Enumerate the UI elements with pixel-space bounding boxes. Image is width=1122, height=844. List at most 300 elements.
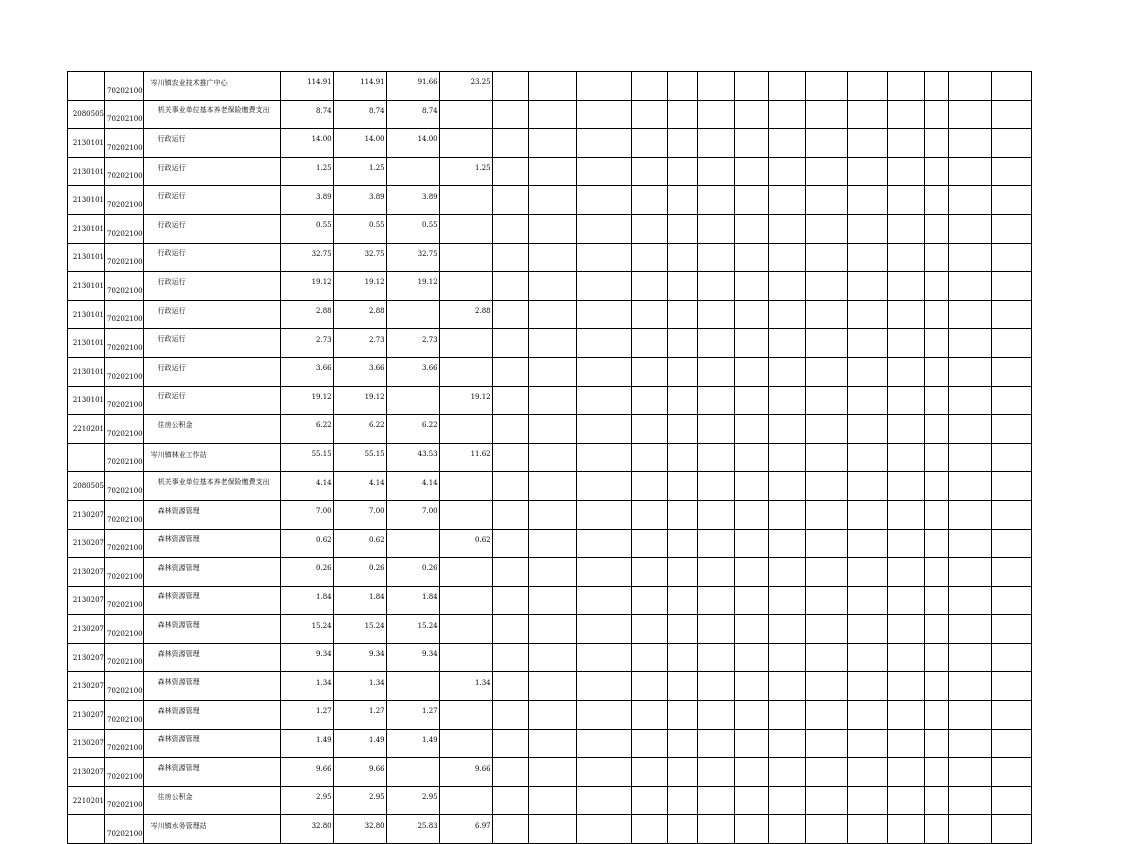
basic-expenditure-cell-text: 8.74	[422, 106, 438, 115]
empty-cell	[805, 329, 847, 358]
project-expenditure-cell-text: 23.25	[470, 78, 491, 87]
unit-code-cell: 70202100	[105, 701, 144, 730]
table-row	[68, 529, 1032, 558]
total-amount-cell-text: 1.27	[316, 707, 332, 716]
empty-cell	[528, 129, 576, 158]
empty-cell	[528, 500, 576, 529]
total-amount-cell-text: 1.84	[316, 592, 332, 601]
empty-cell	[697, 643, 734, 672]
project-expenditure-cell	[439, 701, 492, 730]
empty-cell	[631, 729, 667, 758]
empty-cell	[847, 786, 887, 815]
item-name-cell-text: 行政运行	[157, 392, 186, 401]
empty-cell	[805, 186, 847, 215]
item-name-cell-text: 森林资源管理	[157, 649, 200, 658]
basic-expenditure-cell-text: 43.53	[417, 450, 438, 459]
empty-cell	[667, 701, 697, 730]
empty-cell	[805, 500, 847, 529]
empty-cell	[924, 214, 948, 243]
empty-cell	[631, 272, 667, 301]
empty-cell	[991, 815, 1031, 844]
empty-cell	[492, 100, 528, 129]
unit-code-cell: 70202100	[105, 214, 144, 243]
empty-cell	[991, 586, 1031, 615]
basic-expenditure-cell	[386, 300, 439, 329]
empty-cell	[528, 272, 576, 301]
function-code-cell: 2080505	[68, 472, 105, 501]
empty-cell	[768, 586, 805, 615]
empty-cell	[492, 615, 528, 644]
empty-cell	[991, 157, 1031, 186]
empty-cell	[528, 615, 576, 644]
item-name-cell-text: 行政运行	[157, 363, 186, 372]
empty-cell	[991, 72, 1031, 101]
empty-cell	[768, 472, 805, 501]
total-amount-cell	[280, 815, 333, 844]
empty-cell	[948, 815, 991, 844]
empty-cell	[887, 357, 924, 386]
empty-cell	[631, 500, 667, 529]
table-row	[68, 558, 1032, 587]
empty-cell	[492, 357, 528, 386]
basic-expenditure-cell-text: 25.83	[417, 821, 438, 830]
project-expenditure-cell	[439, 243, 492, 272]
empty-cell	[768, 129, 805, 158]
function-code-cell: 2130207	[68, 672, 105, 701]
total-amount-cell-text: 4.14	[316, 478, 332, 487]
empty-cell	[697, 443, 734, 472]
function-code-cell: 2130101	[68, 272, 105, 301]
table-row	[68, 100, 1032, 129]
item-name-cell-text: 行政运行	[157, 335, 186, 344]
basic-expenditure-cell	[386, 243, 439, 272]
empty-cell	[697, 386, 734, 415]
empty-cell	[948, 729, 991, 758]
basic-expenditure-cell	[386, 472, 439, 501]
empty-cell	[697, 72, 734, 101]
empty-cell	[734, 415, 768, 444]
empty-cell	[847, 157, 887, 186]
function-code-cell	[68, 72, 105, 101]
empty-cell	[991, 415, 1031, 444]
empty-cell	[697, 357, 734, 386]
empty-cell	[948, 558, 991, 587]
total-amount-cell	[280, 643, 333, 672]
empty-cell	[734, 472, 768, 501]
empty-cell	[991, 786, 1031, 815]
total-amount-cell	[280, 758, 333, 787]
subtotal-amount-cell-text: 1.84	[369, 592, 385, 601]
subtotal-amount-cell-text: 2.95	[369, 793, 385, 802]
table-row	[68, 129, 1032, 158]
subtotal-amount-cell-text: 15.24	[364, 621, 385, 630]
empty-cell	[924, 500, 948, 529]
subtotal-amount-cell-text: 2.73	[369, 335, 385, 344]
total-amount-cell	[280, 243, 333, 272]
empty-cell	[768, 643, 805, 672]
unit-code-cell: 70202100	[105, 729, 144, 758]
empty-cell	[847, 357, 887, 386]
item-name-cell	[143, 615, 280, 644]
subtotal-amount-cell	[333, 701, 386, 730]
subtotal-amount-cell	[333, 558, 386, 587]
basic-expenditure-cell-text: 1.27	[422, 707, 438, 716]
project-expenditure-cell	[439, 443, 492, 472]
empty-cell	[734, 815, 768, 844]
total-amount-cell	[280, 272, 333, 301]
empty-cell	[697, 329, 734, 358]
item-name-cell	[143, 386, 280, 415]
empty-cell	[847, 329, 887, 358]
basic-expenditure-cell	[386, 415, 439, 444]
item-name-cell	[143, 786, 280, 815]
empty-cell	[528, 672, 576, 701]
empty-cell	[805, 701, 847, 730]
table-row	[68, 472, 1032, 501]
empty-cell	[991, 758, 1031, 787]
empty-cell	[492, 243, 528, 272]
project-expenditure-cell	[439, 129, 492, 158]
empty-cell	[847, 186, 887, 215]
empty-cell	[734, 214, 768, 243]
empty-cell	[697, 243, 734, 272]
empty-cell	[576, 386, 631, 415]
empty-cell	[887, 643, 924, 672]
item-name-cell	[143, 214, 280, 243]
item-name-cell	[143, 701, 280, 730]
empty-cell	[924, 672, 948, 701]
empty-cell	[631, 615, 667, 644]
empty-cell	[697, 586, 734, 615]
subtotal-amount-cell	[333, 129, 386, 158]
function-code-cell: 2130101	[68, 357, 105, 386]
empty-cell	[528, 157, 576, 186]
empty-cell	[924, 701, 948, 730]
empty-cell	[887, 500, 924, 529]
empty-cell	[805, 72, 847, 101]
empty-cell	[631, 672, 667, 701]
empty-cell	[768, 300, 805, 329]
project-expenditure-cell	[439, 558, 492, 587]
item-name-cell-text: 岑川镇水务管理站	[150, 822, 207, 831]
empty-cell	[734, 72, 768, 101]
subtotal-amount-cell-text: 9.34	[369, 650, 385, 659]
empty-cell	[991, 129, 1031, 158]
item-name-cell	[143, 815, 280, 844]
empty-cell	[667, 186, 697, 215]
empty-cell	[528, 815, 576, 844]
item-name-cell-text: 森林资源管理	[157, 764, 200, 773]
item-name-cell	[143, 100, 280, 129]
total-amount-cell-text: 9.66	[316, 764, 332, 773]
empty-cell	[697, 272, 734, 301]
project-expenditure-cell	[439, 186, 492, 215]
empty-cell	[887, 157, 924, 186]
empty-cell	[697, 758, 734, 787]
total-amount-cell-text: 32.75	[311, 249, 332, 258]
empty-cell	[991, 386, 1031, 415]
basic-expenditure-cell-text: 4.14	[422, 478, 438, 487]
empty-cell	[667, 615, 697, 644]
empty-cell	[734, 586, 768, 615]
empty-cell	[887, 386, 924, 415]
item-name-cell-text: 岑川镇农业技术推广中心	[150, 78, 228, 87]
empty-cell	[576, 272, 631, 301]
unit-row	[68, 443, 1032, 472]
project-expenditure-cell	[439, 586, 492, 615]
empty-cell	[528, 443, 576, 472]
subtotal-amount-cell	[333, 786, 386, 815]
unit-code-cell: 70202100	[105, 357, 144, 386]
empty-cell	[924, 558, 948, 587]
subtotal-amount-cell	[333, 586, 386, 615]
empty-cell	[948, 586, 991, 615]
empty-cell	[492, 72, 528, 101]
unit-row	[68, 815, 1032, 844]
empty-cell	[805, 472, 847, 501]
empty-cell	[924, 586, 948, 615]
subtotal-amount-cell	[333, 615, 386, 644]
empty-cell	[847, 729, 887, 758]
basic-expenditure-cell-text: 15.24	[417, 621, 438, 630]
empty-cell	[847, 643, 887, 672]
empty-cell	[576, 529, 631, 558]
item-name-cell-text: 行政运行	[157, 192, 186, 201]
empty-cell	[887, 100, 924, 129]
item-name-cell-text: 行政运行	[157, 163, 186, 172]
empty-cell	[734, 729, 768, 758]
empty-cell	[697, 300, 734, 329]
subtotal-amount-cell	[333, 672, 386, 701]
project-expenditure-cell	[439, 72, 492, 101]
unit-code-cell: 70202100	[105, 500, 144, 529]
empty-cell	[576, 586, 631, 615]
function-code-cell: 2130101	[68, 243, 105, 272]
subtotal-amount-cell	[333, 386, 386, 415]
empty-cell	[667, 386, 697, 415]
basic-expenditure-cell	[386, 186, 439, 215]
project-expenditure-cell-text: 0.62	[475, 535, 491, 544]
empty-cell	[948, 615, 991, 644]
function-code-cell: 2130101	[68, 329, 105, 358]
project-expenditure-cell-text: 2.88	[475, 307, 491, 316]
item-name-cell	[143, 729, 280, 758]
item-name-cell	[143, 157, 280, 186]
empty-cell	[697, 415, 734, 444]
empty-cell	[631, 300, 667, 329]
project-expenditure-cell	[439, 758, 492, 787]
total-amount-cell	[280, 100, 333, 129]
empty-cell	[948, 243, 991, 272]
total-amount-cell-text: 1.49	[316, 735, 332, 744]
empty-cell	[948, 701, 991, 730]
empty-cell	[492, 529, 528, 558]
empty-cell	[492, 186, 528, 215]
empty-cell	[805, 815, 847, 844]
project-expenditure-cell	[439, 500, 492, 529]
unit-code-cell: 70202100	[105, 643, 144, 672]
basic-expenditure-cell	[386, 214, 439, 243]
total-amount-cell-text: 6.22	[316, 421, 332, 430]
unit-code-cell: 70202100	[105, 415, 144, 444]
subtotal-amount-cell-text: 32.75	[364, 249, 385, 258]
empty-cell	[991, 300, 1031, 329]
empty-cell	[805, 672, 847, 701]
project-expenditure-cell	[439, 329, 492, 358]
empty-cell	[924, 615, 948, 644]
unit-code-cell: 70202100	[105, 443, 144, 472]
empty-cell	[948, 214, 991, 243]
empty-cell	[697, 214, 734, 243]
empty-cell	[991, 643, 1031, 672]
empty-cell	[576, 443, 631, 472]
total-amount-cell-text: 114.91	[307, 78, 332, 87]
basic-expenditure-cell	[386, 272, 439, 301]
empty-cell	[528, 472, 576, 501]
empty-cell	[734, 701, 768, 730]
function-code-cell: 2130207	[68, 500, 105, 529]
empty-cell	[492, 386, 528, 415]
empty-cell	[948, 415, 991, 444]
empty-cell	[734, 243, 768, 272]
empty-cell	[697, 529, 734, 558]
empty-cell	[576, 100, 631, 129]
empty-cell	[805, 386, 847, 415]
empty-cell	[528, 186, 576, 215]
project-expenditure-cell-text: 6.97	[475, 821, 491, 830]
project-expenditure-cell	[439, 272, 492, 301]
empty-cell	[948, 643, 991, 672]
item-name-cell	[143, 758, 280, 787]
item-name-cell-text: 行政运行	[157, 249, 186, 258]
basic-expenditure-cell-text: 3.89	[422, 192, 438, 201]
subtotal-amount-cell-text: 6.22	[369, 421, 385, 430]
empty-cell	[576, 472, 631, 501]
unit-code-cell: 70202100	[105, 157, 144, 186]
item-name-cell-text: 森林资源管理	[157, 563, 200, 572]
total-amount-cell-text: 19.12	[311, 278, 332, 287]
empty-cell	[948, 157, 991, 186]
subtotal-amount-cell-text: 0.62	[369, 535, 385, 544]
empty-cell	[667, 214, 697, 243]
empty-cell	[631, 472, 667, 501]
empty-cell	[492, 586, 528, 615]
empty-cell	[734, 672, 768, 701]
empty-cell	[768, 157, 805, 186]
empty-cell	[948, 300, 991, 329]
basic-expenditure-cell	[386, 357, 439, 386]
item-name-cell-text: 住房公积金	[157, 792, 193, 801]
empty-cell	[492, 443, 528, 472]
empty-cell	[847, 272, 887, 301]
empty-cell	[492, 729, 528, 758]
basic-expenditure-cell-text: 91.66	[417, 78, 438, 87]
empty-cell	[948, 472, 991, 501]
empty-cell	[576, 415, 631, 444]
project-expenditure-cell	[439, 615, 492, 644]
table-row	[68, 586, 1032, 615]
empty-cell	[991, 272, 1031, 301]
empty-cell	[948, 529, 991, 558]
empty-cell	[805, 415, 847, 444]
item-name-cell	[143, 529, 280, 558]
table-row	[68, 415, 1032, 444]
empty-cell	[697, 558, 734, 587]
empty-cell	[805, 157, 847, 186]
total-amount-cell	[280, 214, 333, 243]
empty-cell	[697, 100, 734, 129]
empty-cell	[847, 701, 887, 730]
basic-expenditure-cell-text: 2.95	[422, 793, 438, 802]
empty-cell	[734, 329, 768, 358]
basic-expenditure-cell-text: 2.73	[422, 335, 438, 344]
empty-cell	[667, 129, 697, 158]
empty-cell	[847, 214, 887, 243]
unit-code-cell: 70202100	[105, 758, 144, 787]
empty-cell	[805, 443, 847, 472]
subtotal-amount-cell-text: 0.26	[369, 564, 385, 573]
empty-cell	[768, 529, 805, 558]
empty-cell	[492, 500, 528, 529]
empty-cell	[492, 415, 528, 444]
empty-cell	[768, 500, 805, 529]
basic-expenditure-cell	[386, 72, 439, 101]
unit-code-cell: 70202100	[105, 672, 144, 701]
empty-cell	[847, 415, 887, 444]
empty-cell	[887, 529, 924, 558]
function-code-cell: 2130101	[68, 186, 105, 215]
empty-cell	[631, 701, 667, 730]
empty-cell	[847, 586, 887, 615]
project-expenditure-cell-text: 11.62	[470, 450, 491, 459]
unit-code-cell: 70202100	[105, 329, 144, 358]
empty-cell	[768, 815, 805, 844]
total-amount-cell-text: 0.55	[316, 221, 332, 230]
total-amount-cell	[280, 786, 333, 815]
basic-expenditure-cell-text: 1.84	[422, 592, 438, 601]
basic-expenditure-cell	[386, 129, 439, 158]
empty-cell	[697, 729, 734, 758]
basic-expenditure-cell	[386, 672, 439, 701]
empty-cell	[631, 529, 667, 558]
basic-expenditure-cell-text: 1.49	[422, 735, 438, 744]
project-expenditure-cell	[439, 300, 492, 329]
empty-cell	[768, 729, 805, 758]
unit-code-cell: 70202100	[105, 129, 144, 158]
empty-cell	[847, 672, 887, 701]
item-name-cell-text: 机关事业单位基本养老保险缴费支出	[157, 106, 270, 115]
empty-cell	[576, 815, 631, 844]
basic-expenditure-cell	[386, 643, 439, 672]
basic-expenditure-cell	[386, 701, 439, 730]
total-amount-cell	[280, 329, 333, 358]
empty-cell	[768, 672, 805, 701]
empty-cell	[924, 729, 948, 758]
subtotal-amount-cell	[333, 329, 386, 358]
total-amount-cell	[280, 586, 333, 615]
empty-cell	[991, 329, 1031, 358]
empty-cell	[847, 615, 887, 644]
table-row	[68, 643, 1032, 672]
subtotal-amount-cell-text: 2.88	[369, 307, 385, 316]
empty-cell	[576, 786, 631, 815]
item-name-cell	[143, 300, 280, 329]
empty-cell	[576, 129, 631, 158]
item-name-cell-text: 岑川镇林业工作站	[150, 450, 207, 459]
empty-cell	[887, 586, 924, 615]
item-name-cell	[143, 272, 280, 301]
total-amount-cell-text: 8.74	[316, 106, 332, 115]
